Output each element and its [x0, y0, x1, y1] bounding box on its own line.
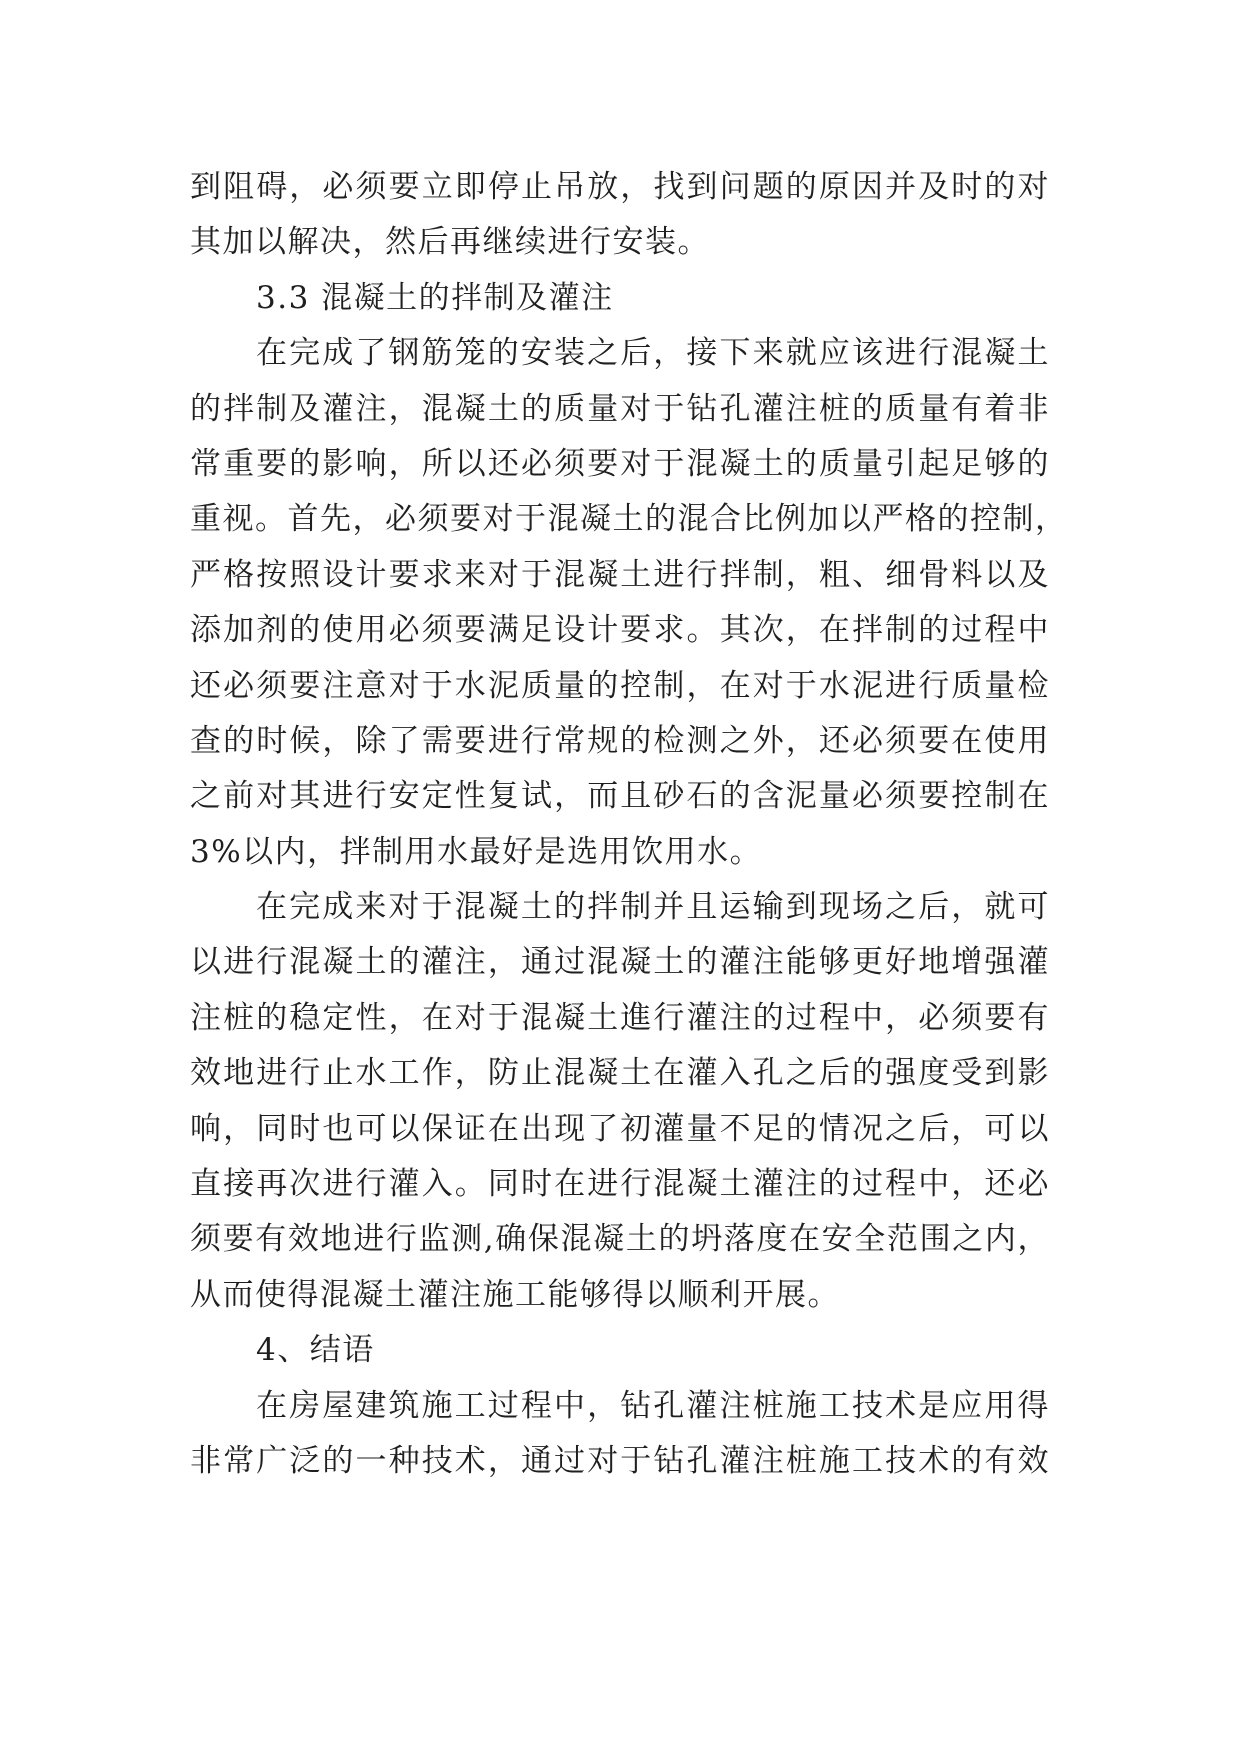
text-line: 其加以解决，然后再继续进行安装。: [190, 224, 710, 261]
text-line: 还必须要注意对于水泥质量的控制，在对于水泥进行质量检: [190, 667, 1050, 704]
text-line: 在房屋建筑施工过程中，钻孔灌注桩施工技术是应用得: [256, 1387, 1050, 1424]
section-heading-3-3: 3.3 混凝土的拌制及灌注: [256, 279, 614, 316]
text-line: 在完成了钢筋笼的安装之后，接下来就应该进行混凝土: [256, 335, 1050, 372]
text-line: 须要有效地进行监测,确保混凝土的坍落度在安全范围之内，: [190, 1221, 1050, 1258]
text-line: 常重要的影响，所以还必须要对于混凝土的质量引起足够的: [190, 445, 1050, 482]
text-line: 之前对其进行安定性复试，而且砂石的含泥量必须要控制在: [190, 778, 1050, 815]
text-line: 3%以内，拌制用水最好是选用饮用水。: [190, 833, 763, 870]
text-line: 添加剂的使用必须要满足设计要求。其次，在拌制的过程中: [190, 612, 1050, 649]
section-heading-4: 4、结语: [256, 1332, 375, 1369]
paragraph-continuation: [190, 160, 1050, 271]
text-line: 效地进行止水工作，防止混凝土在灌入孔之后的强度受到影: [190, 1055, 1050, 1092]
paragraph-conclusion: [190, 1379, 1050, 1490]
text-line: 严格按照设计要求来对于混凝土进行拌制，粗、细骨料以及: [190, 556, 1050, 593]
text-line: 从而使得混凝土灌注施工能够得以顺利开展。: [190, 1276, 840, 1313]
text-line: 到阻碍，必须要立即停止吊放，找到问题的原因并及时的对: [190, 169, 1050, 205]
paragraph-concrete-mixing: [190, 326, 1068, 880]
text-line: 响，同时也可以保证在出现了初灌量不足的情况之后，可以: [190, 1110, 1050, 1147]
document-body: [190, 160, 1068, 1489]
text-line: 注桩的稳定性，在对于混凝土進行灌注的过程中，必须要有: [190, 999, 1050, 1036]
text-line: 的拌制及灌注，混凝土的质量对于钻孔灌注桩的质量有着非: [190, 390, 1050, 427]
text-line: 非常广泛的一种技术，通过对于钻孔灌注桩施工技术的有效: [190, 1442, 1050, 1479]
paragraph-concrete-pouring: [190, 880, 1050, 1323]
text-line: 重视。首先，必须要对于混凝土的混合比例加以严格的控制，: [190, 501, 1068, 538]
text-line: 以进行混凝土的灌注，通过混凝土的灌注能够更好地增强灌: [190, 944, 1050, 981]
text-line: 查的时候，除了需要进行常规的检测之外，还必须要在使用: [190, 722, 1050, 759]
text-line: 在完成来对于混凝土的拌制并且运输到现场之后，就可: [256, 889, 1050, 926]
text-line: 直接再次进行灌入。同时在进行混凝土灌注的过程中，还必: [190, 1166, 1050, 1203]
